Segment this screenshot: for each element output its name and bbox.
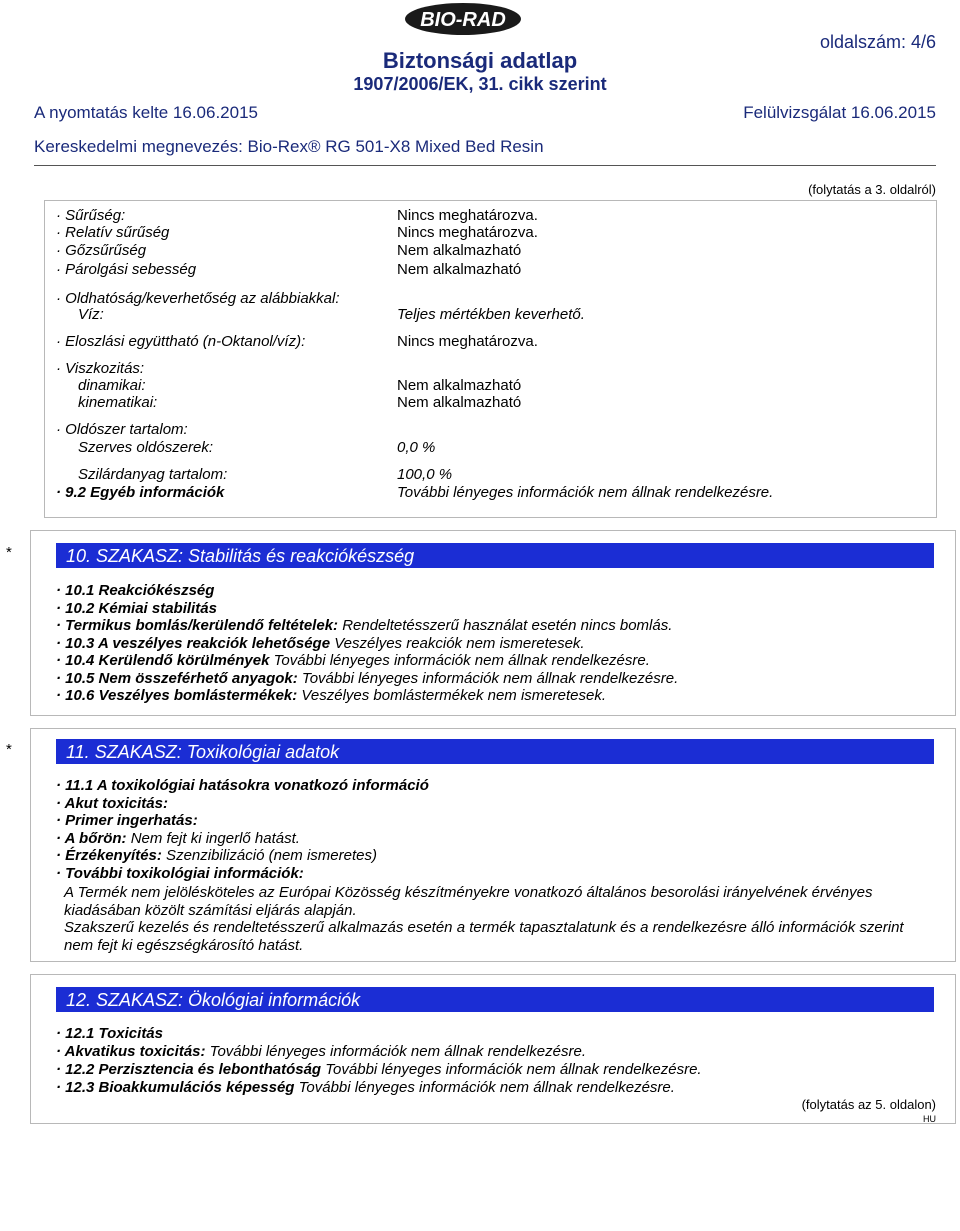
organic-solvents-value: 0,0 % [397, 439, 436, 456]
line-text: Veszélyes bomlástermékek nem ismeretesek. [297, 687, 606, 704]
s11-line [56, 795, 168, 812]
solids-content-label: Szilárdanyag tartalom: [78, 466, 228, 483]
s11-line [56, 830, 300, 847]
logo-text: BIO-RAD [420, 9, 506, 31]
s10-line [56, 600, 217, 617]
language-code: HU [923, 1114, 936, 1124]
evaporation-rate-value: Nem alkalmazható [397, 261, 522, 278]
line-text: Veszélyes reakciók nem ismeretesek. [330, 634, 585, 652]
continued-from: (folytatás a 3. oldalról) [808, 182, 936, 197]
section12-heading: 12. SZAKASZ: Ökológiai információk [56, 987, 934, 1012]
section10-heading: 10. SZAKASZ: Stabilitás és reakciókészség [56, 543, 934, 568]
line-heading: · 11.1 A toxikológiai hatásokra vonatkozó információ [56, 777, 429, 794]
solvent-content-label: · Oldószer tartalom: [56, 421, 188, 438]
document-title: Biztonsági adatlap [382, 48, 578, 73]
s12-line [56, 1079, 675, 1096]
s10-line [56, 635, 585, 652]
evaporation-rate-label: · Párolgási sebesség [56, 261, 197, 278]
vapour-density-value: Nem alkalmazható [397, 242, 522, 259]
line-text: Szenzibilizáció (nem ismeretes) [161, 847, 377, 864]
other-info-value: További lényeges információk nem állnak rendelkezésre. [397, 484, 774, 501]
water-label: Víz: [78, 306, 104, 323]
line-text: Rendeltetésszerű használat esetén nincs bomlás. [338, 617, 673, 634]
density-value: Nincs meghatározva. [397, 207, 538, 224]
s10-line [56, 670, 678, 687]
other-info-label: · 9.2 Egyéb információk [56, 484, 225, 501]
vapour-density-label: · Gőzsűrűség [56, 242, 147, 259]
dynamic-viscosity-value: Nem alkalmazható [397, 377, 522, 394]
revision-date: Felülvizsgálat 16.06.2015 [743, 103, 936, 122]
document-subtitle: 1907/2006/EK, 31. cikk szerint [353, 74, 607, 94]
print-date: A nyomtatás kelte 16.06.2015 [34, 103, 258, 122]
s12-line [56, 1025, 163, 1042]
line-text: További lényeges információk nem állnak rendelkezésre. [205, 1043, 586, 1060]
continued-to: (folytatás az 5. oldalon) [801, 1097, 936, 1112]
density-label: · Sűrűség: [56, 207, 126, 224]
line-heading: · Érzékenyítés: [56, 847, 162, 864]
solubility-label: · Oldhatóság/keverhetőség az alábbiakkal: [56, 290, 340, 307]
bio-rad-logo [404, 2, 522, 36]
dynamic-viscosity-label: dinamikai: [78, 377, 146, 394]
line-heading: · 12.2 Perzisztencia és lebonthatóság [56, 1061, 322, 1078]
page-number: oldalszám: 4/6 [819, 32, 936, 52]
s10-line [56, 687, 606, 704]
line-heading: · 12.1 Toxicitás [56, 1025, 163, 1042]
line-heading: · 10.3 A veszélyes reakciók lehetősége [56, 634, 331, 652]
line-heading: · 10.6 Veszélyes bomlástermékek: [56, 687, 298, 704]
organic-solvents-label: Szerves oldószerek: [78, 439, 214, 456]
line-heading: · A bőrön: [56, 829, 127, 847]
line-heading: · További toxikológiai információk: [56, 864, 304, 882]
solids-content-value: 100,0 % [397, 466, 453, 483]
partition-value: Nincs meghatározva. [397, 333, 538, 350]
kinematic-viscosity-value: Nem alkalmazható [397, 394, 522, 411]
line-heading: · Akvatikus toxicitás: [56, 1043, 206, 1060]
line-heading: · 12.3 Bioakkumulációs képesség [56, 1079, 295, 1096]
line-heading: · 10.5 Nem összeférhető anyagok: [56, 669, 298, 687]
line-heading: · 10.1 Reakciókészség [56, 582, 215, 599]
section11-change-marker: * [6, 741, 12, 758]
line-heading: · Akut toxicitás: [56, 794, 168, 812]
line-text: További lényeges információk nem állnak rendelkezésre. [321, 1061, 702, 1078]
toxicology-paragraph-2: Szakszerű kezelés és rendeltetésszerű alkalmazás esetén a termék tapasztalatunk és a rendelkezésre álló információk szerint nem fejt ki egészségkárosító hatást. [64, 919, 904, 954]
s11-line [56, 812, 198, 829]
toxicology-paragraph-1: A Termék nem jelölésköteles az Európai Közösség készítményekre vonatkozó általános besorolási irányelvének érvényes kiadásában közölt számítási eljárás alapján. [64, 884, 873, 919]
line-heading: · 10.2 Kémiai stabilitás [56, 599, 217, 617]
s12-line [56, 1043, 586, 1060]
line-text: További lényeges információk nem állnak rendelkezésre. [294, 1079, 675, 1096]
s10-line [56, 652, 650, 669]
line-heading: · Primer ingerhatás: [56, 812, 198, 829]
kinematic-viscosity-label: kinematikai: [78, 394, 158, 411]
s10-line [56, 617, 672, 634]
line-heading: · Termikus bomlás/kerülendő feltételek: [56, 617, 339, 634]
header-divider [34, 165, 936, 166]
s11-line [56, 865, 304, 882]
trade-name: Kereskedelmi megnevezés: Bio-Rex® RG 501-X8 Mixed Bed Resin [34, 137, 544, 156]
water-value: Teljes mértékben keverhető. [397, 306, 585, 323]
section10-change-marker: * [6, 544, 12, 561]
viscosity-label: · Viszkozitás: [56, 360, 145, 377]
line-heading: · 10.4 Kerülendő körülmények [56, 652, 270, 669]
s10-line [56, 582, 214, 599]
line-text: További lényeges információk nem állnak rendelkezésre. [269, 652, 650, 669]
s11-line [56, 847, 377, 864]
partition-label: · Eloszlási együttható (n-Oktanol/víz): [56, 333, 306, 350]
line-text: További lényeges információk nem állnak rendelkezésre. [297, 669, 679, 687]
s12-line [56, 1061, 702, 1078]
s11-line [56, 777, 429, 794]
line-text: Nem fejt ki ingerlő hatást. [126, 829, 300, 847]
relative-density-label: · Relatív sűrűség [56, 224, 170, 241]
relative-density-value: Nincs meghatározva. [397, 224, 538, 241]
section11-heading: 11. SZAKASZ: Toxikológiai adatok [56, 739, 934, 764]
